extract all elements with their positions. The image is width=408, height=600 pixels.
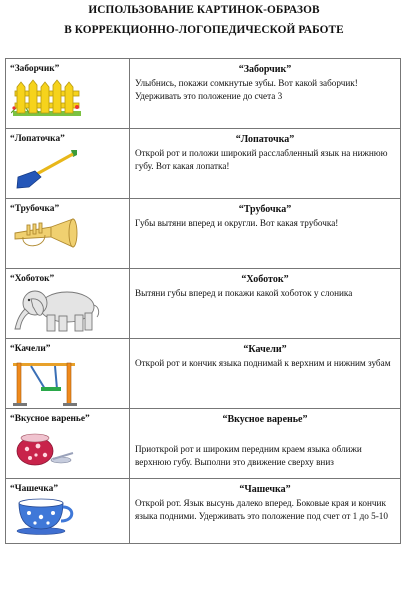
exercise-description: Приоткрой рот и широким передним краем языка оближи верхнюю губу. Выполни это движение сверху вниз [135,444,362,467]
exercise-heading: “Вкусное варенье” [222,414,308,425]
picture-label: “Хоботок” [10,274,55,284]
exercise-description: Губы вытяни вперед и округли. Вот какая трубочка! [135,218,339,228]
exercise-description: Вытяни губы вперед и покажи какой хоботок у слоника [135,288,353,298]
exercise-heading: “Качели” [243,344,287,355]
picture-label: “Трубочка” [10,204,60,214]
picture-label: “Вкусное варенье” [10,414,90,424]
trumpet-icon [11,217,83,255]
table-row [6,409,401,479]
table-row [6,339,401,409]
elephant-icon [11,287,103,333]
exercise-description: Открой рот и кончик языка поднимай к верхним и нижним зубам [135,358,391,368]
exercise-heading: “Лопаточка” [235,134,295,145]
exercise-description: Открой рот и положи широкий расслабленный язык на нижнюю губу. Вот какая лопатка! [135,148,388,171]
exercise-description: Открой рот. Язык высунь далеко вперед. Боковые края и кончик языка подними. Удерживать это положение под счет от 1 до 5-10 [135,498,388,521]
page-title-line-2: В КОРРЕКЦИОННО-ЛОГОПЕДИЧЕСКОЙ РАБОТЕ [64,24,344,36]
fence-icon [11,77,83,117]
exercise-description: Улыбнись, покажи сомкнутые зубы. Вот какой заборчик! Удерживать это положение до счета 3 [135,78,358,101]
swing-icon [11,357,83,407]
exercise-heading: “Трубочка” [238,204,292,215]
table-row [6,269,401,339]
table-row [6,59,401,129]
picture-label: “Чашечка” [10,484,59,494]
picture-label: “Заборчик” [10,64,60,74]
shovel-icon [11,147,83,189]
picture-label: “Лопаточка” [10,134,65,144]
exercise-heading: “Заборчик” [238,64,292,75]
table-row [6,479,401,544]
picture-label: “Качели” [10,344,51,354]
exercise-heading: “Хоботок” [241,274,289,285]
table-row [6,129,401,199]
exercise-table [5,58,401,544]
jam-jar-icon [11,427,83,467]
page-title-line-1: ИСПОЛЬЗОВАНИЕ КАРТИНОК-ОБРАЗОВ [88,4,320,16]
table-row [6,199,401,269]
exercise-heading: “Чашечка” [239,484,291,495]
cup-icon [11,497,85,535]
